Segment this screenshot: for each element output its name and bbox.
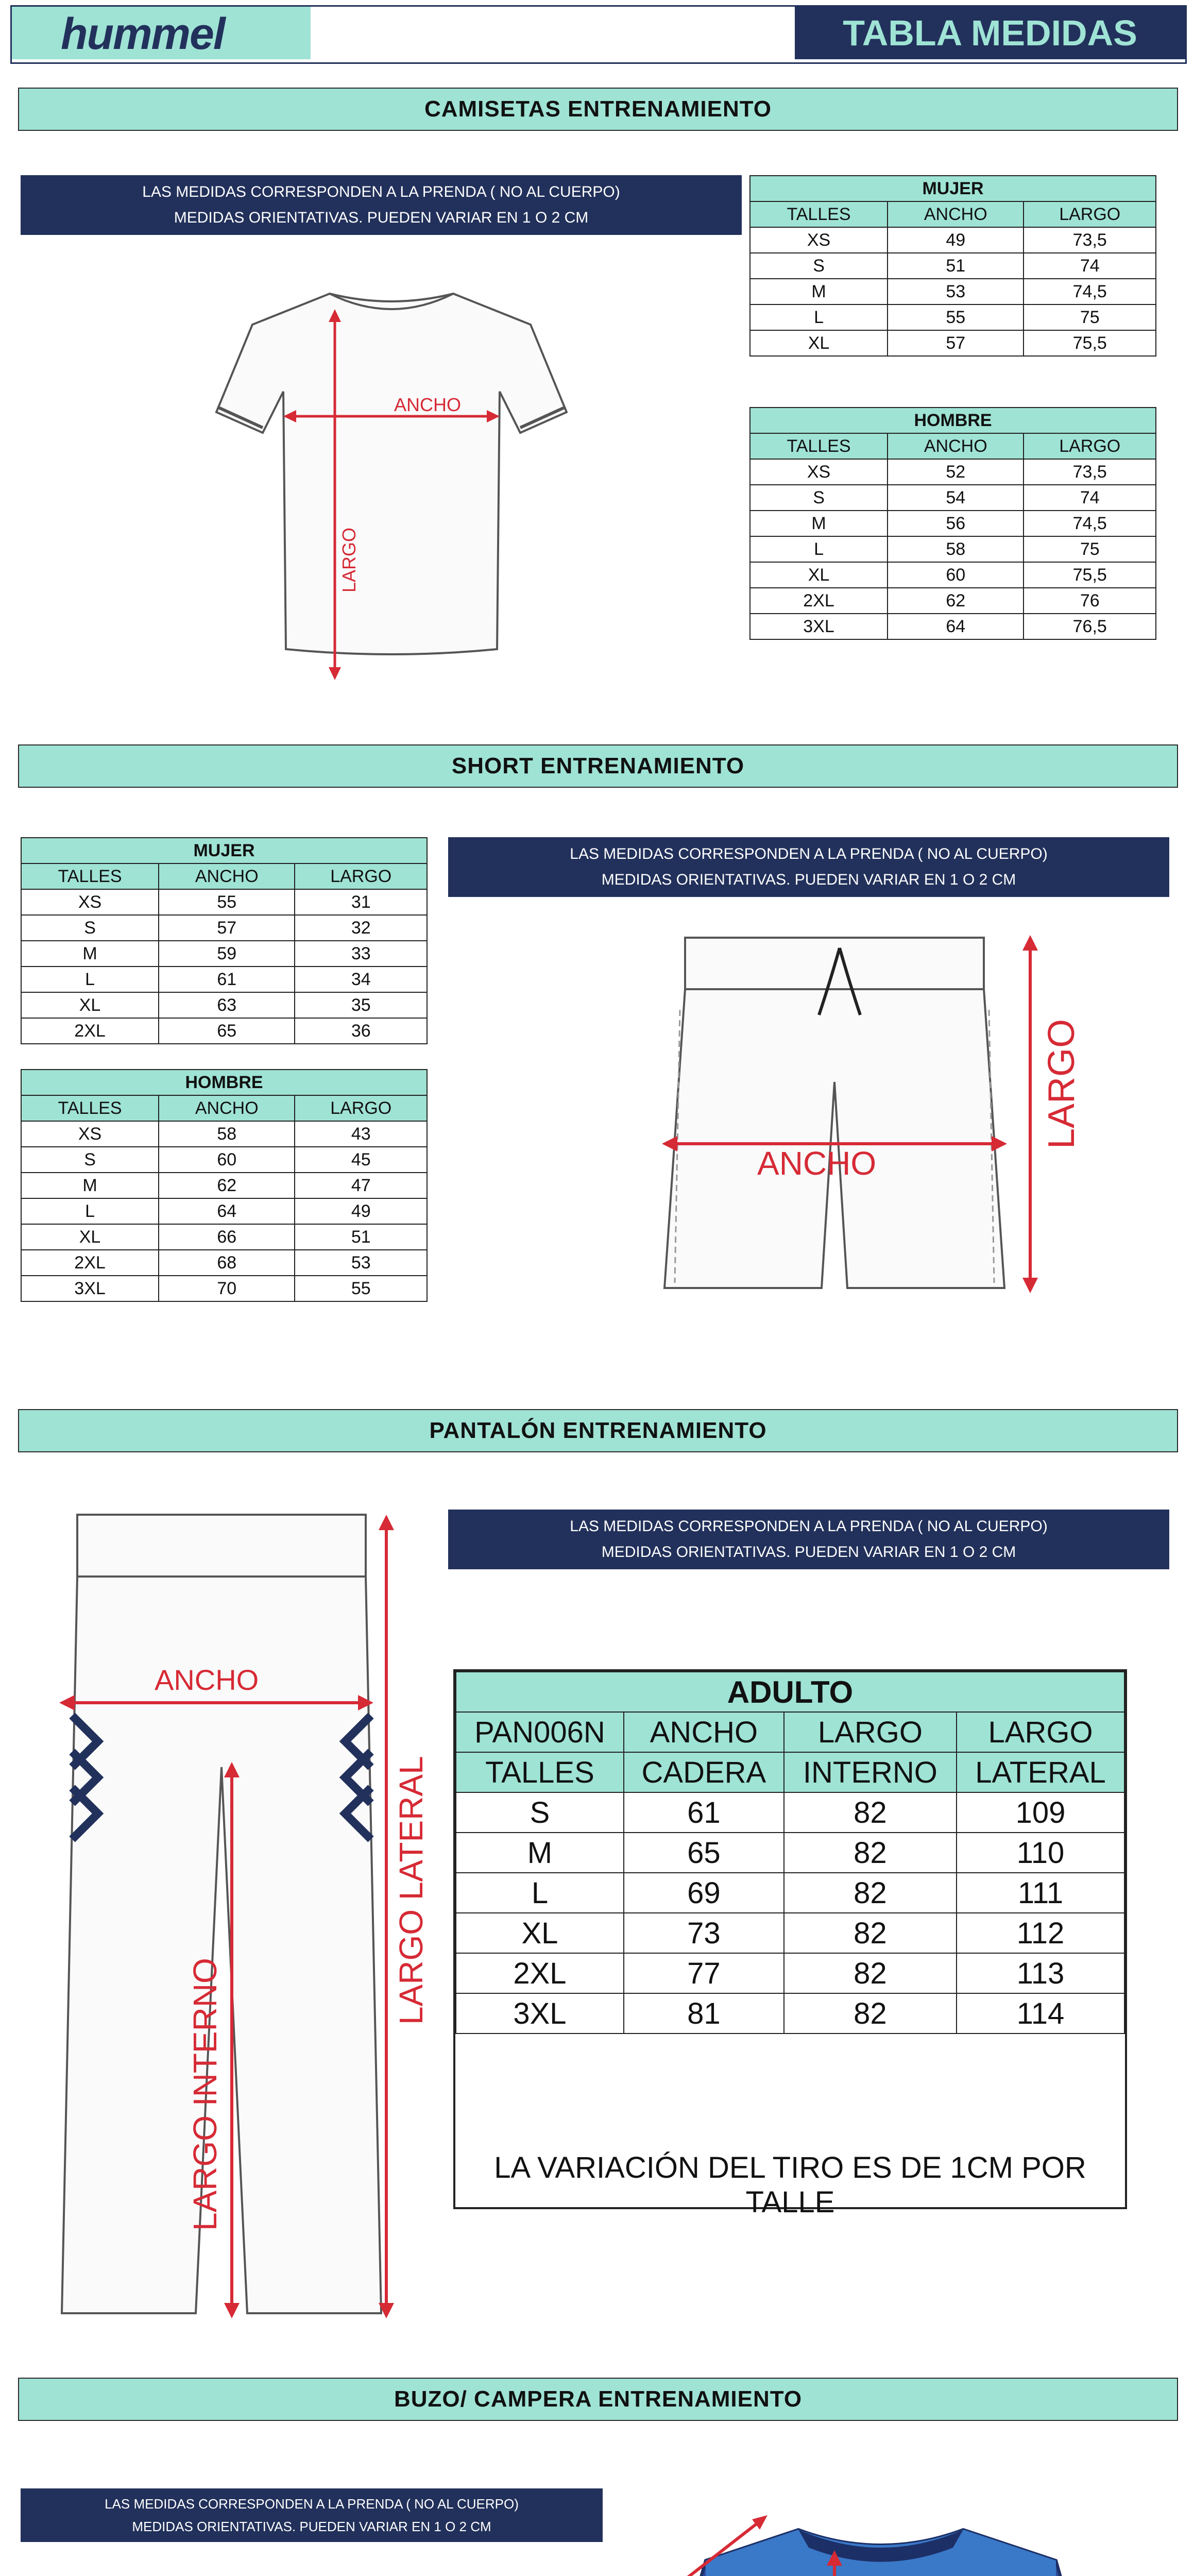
table-cell: 2XL	[21, 1018, 159, 1044]
table-cell: 69	[624, 1873, 784, 1913]
table-cell: 60	[159, 1147, 295, 1173]
table-cell: 47	[295, 1173, 427, 1198]
column-header: CADERA	[624, 1752, 784, 1792]
table-cell: 82	[784, 1833, 957, 1873]
table-cell: 43	[295, 1121, 427, 1147]
table-cell: 3XL	[21, 1276, 159, 1301]
column-header: PAN006N	[456, 1712, 624, 1752]
table-cell: 65	[159, 1018, 295, 1044]
table-cell: 81	[624, 1993, 784, 2033]
section-title-short	[18, 744, 1178, 788]
section-title-pantalon	[18, 1409, 1178, 1452]
table-cell: 51	[888, 253, 1024, 279]
table-cell: 2XL	[456, 1953, 624, 1993]
table-cell: 68	[159, 1250, 295, 1276]
table-cell: 60	[888, 562, 1024, 588]
table-cell: 34	[295, 967, 427, 992]
column-header: LARGO	[1024, 201, 1156, 227]
column-header: TALLES	[21, 863, 159, 889]
table-cell: 73	[624, 1913, 784, 1953]
table-cell: XL	[750, 562, 888, 588]
table-cell: 74,5	[1024, 279, 1156, 304]
shorts-diagram	[634, 927, 1107, 1340]
table-row	[21, 1147, 427, 1173]
table-cell: 45	[295, 1147, 427, 1173]
table-cell: 49	[295, 1198, 427, 1224]
table-cell: 57	[159, 915, 295, 941]
table-row	[21, 1121, 427, 1147]
hummel-logo: hummel	[61, 9, 225, 59]
table-cell: 111	[957, 1873, 1124, 1913]
table-cell: 2XL	[21, 1250, 159, 1276]
table-cell: 74	[1024, 485, 1156, 511]
header-title-panel	[795, 7, 1185, 59]
table-cell: 73,5	[1024, 459, 1156, 485]
table-cell: 59	[159, 941, 295, 967]
page-header	[10, 5, 1187, 64]
table-row	[750, 227, 1156, 253]
table-cell: 70	[159, 1276, 295, 1301]
table-cell: 2XL	[750, 588, 888, 614]
table-cell: S	[21, 1147, 159, 1173]
table-cell: 58	[888, 536, 1024, 562]
table-cell: 76	[1024, 588, 1156, 614]
table-cell: XS	[21, 1121, 159, 1147]
column-header: ANCHO	[888, 433, 1024, 459]
column-header: ANCHO	[888, 201, 1024, 227]
table-title: MUJER	[21, 838, 427, 863]
note-line-1: LAS MEDIDAS CORRESPONDEN A LA PRENDA ( NO AL CUERPO)	[142, 183, 620, 200]
table-cell: 77	[624, 1953, 784, 1993]
table-row	[750, 279, 1156, 304]
table-cell: XS	[750, 459, 888, 485]
section-title-camisetas	[18, 88, 1178, 131]
table-cell: 75	[1024, 304, 1156, 330]
table-row	[21, 992, 427, 1018]
note-line-1: LAS MEDIDAS CORRESPONDEN A LA PRENDA ( NO AL CUERPO)	[570, 845, 1048, 862]
table-row	[750, 536, 1156, 562]
column-header: LARGO	[295, 1095, 427, 1121]
ancho-label: ANCHO	[394, 394, 462, 415]
table-cell: 75	[1024, 536, 1156, 562]
table-title-row	[750, 176, 1156, 201]
table-cell: 82	[784, 1873, 957, 1913]
table-row	[456, 1993, 1124, 2033]
table-cell: 74	[1024, 253, 1156, 279]
table-header-row	[21, 863, 427, 889]
column-header: ANCHO	[159, 863, 295, 889]
column-header: LARGO	[784, 1712, 957, 1752]
pantalon-adulto-table	[455, 1671, 1125, 2034]
table-cell: 51	[295, 1224, 427, 1250]
column-header: TALLES	[21, 1095, 159, 1121]
camisetas-hombre-table	[749, 407, 1156, 640]
table-cell: 73,5	[1024, 227, 1156, 253]
table-row	[21, 915, 427, 941]
table-cell: L	[21, 1198, 159, 1224]
largo-label: LARGO	[1041, 1019, 1082, 1149]
table-cell: 112	[957, 1913, 1124, 1953]
table-row	[21, 1224, 427, 1250]
table-cell: XL	[21, 1224, 159, 1250]
table-cell: XL	[750, 330, 888, 356]
short-mujer-table	[21, 837, 428, 1044]
table-cell: 62	[888, 588, 1024, 614]
table-title-row	[456, 1672, 1124, 1712]
table-cell: 74,5	[1024, 511, 1156, 536]
table-cell: XL	[21, 992, 159, 1018]
measurement-note	[21, 2488, 603, 2542]
table-cell: 56	[888, 511, 1024, 536]
column-header: INTERNO	[784, 1752, 957, 1792]
largo-interno-label: LARGO INTERNO	[186, 1958, 224, 2231]
note-line-1: LAS MEDIDAS CORRESPONDEN A LA PRENDA ( NO AL CUERPO)	[105, 2496, 519, 2512]
table-cell: 110	[957, 1833, 1124, 1873]
table-cell: 53	[295, 1250, 427, 1276]
table-cell: XL	[456, 1913, 624, 1953]
table-cell: 58	[159, 1121, 295, 1147]
table-cell: M	[456, 1833, 624, 1873]
table-cell: 64	[159, 1198, 295, 1224]
table-cell: M	[21, 1173, 159, 1198]
sweatshirt-diagram	[592, 2499, 1169, 2576]
table-cell: 64	[888, 614, 1024, 639]
table-cell: 57	[888, 330, 1024, 356]
table-cell: 32	[295, 915, 427, 941]
table-cell: 3XL	[750, 614, 888, 639]
table-header-row	[750, 433, 1156, 459]
table-row	[750, 459, 1156, 485]
column-header: LATERAL	[957, 1752, 1124, 1792]
section-title-text: BUZO/ CAMPERA ENTRENAMIENTO	[394, 2386, 803, 2412]
ancho-label: ANCHO	[155, 1664, 259, 1696]
ancho-label: ANCHO	[757, 1145, 877, 1182]
table-cell: 49	[888, 227, 1024, 253]
table-cell: 55	[888, 304, 1024, 330]
table-cell: 55	[295, 1276, 427, 1301]
table-cell: 53	[888, 279, 1024, 304]
measurement-note	[448, 837, 1169, 897]
table-cell: 33	[295, 941, 427, 967]
table-cell: 52	[888, 459, 1024, 485]
table-row	[456, 1953, 1124, 1993]
pantalon-table-box	[453, 1669, 1127, 2219]
table-cell: 114	[957, 1993, 1124, 2033]
note-line-2: MEDIDAS ORIENTATIVAS. PUEDEN VARIAR EN 1 O 2 CM	[601, 1544, 1016, 1561]
table-row	[21, 1276, 427, 1301]
table-row	[456, 1913, 1124, 1953]
table-cell: 63	[159, 992, 295, 1018]
short-hombre-table	[21, 1069, 428, 1302]
pantalon-footnote: LA VARIACIÓN DEL TIRO ES DE 1CM POR TALLE	[494, 2151, 1086, 2219]
header-logo-panel	[12, 7, 311, 59]
table-row	[21, 967, 427, 992]
table-cell: 65	[624, 1833, 784, 1873]
largo-label: LARGO	[338, 527, 360, 592]
table-row	[750, 588, 1156, 614]
largo-lateral-label: LARGO LATERAL	[393, 1756, 430, 2025]
table-cell: 113	[957, 1953, 1124, 1993]
table-row	[21, 1018, 427, 1044]
table-cell: 109	[957, 1792, 1124, 1833]
table-row	[21, 1250, 427, 1276]
table-cell: 76,5	[1024, 614, 1156, 639]
page-title: TABLA MEDIDAS	[843, 13, 1137, 53]
table-cell: XS	[21, 889, 159, 915]
table-cell: L	[21, 967, 159, 992]
table-row	[750, 614, 1156, 639]
camisetas-mujer-table	[749, 175, 1156, 357]
table-cell: 82	[784, 1993, 957, 2033]
section-title-text: CAMISETAS ENTRENAMIENTO	[424, 96, 772, 122]
table-header-row	[456, 1712, 1124, 1752]
note-line-2: MEDIDAS ORIENTATIVAS. PUEDEN VARIAR EN 1 O 2 CM	[601, 871, 1016, 888]
measurement-note	[21, 175, 742, 235]
table-row	[456, 1833, 1124, 1873]
table-cell: M	[750, 511, 888, 536]
table-cell: 61	[159, 967, 295, 992]
column-header: TALLES	[456, 1752, 624, 1792]
table-title: ADULTO	[456, 1672, 1124, 1712]
table-row	[750, 253, 1156, 279]
table-cell: L	[456, 1873, 624, 1913]
table-cell: M	[750, 279, 888, 304]
note-line-2: MEDIDAS ORIENTATIVAS. PUEDEN VARIAR EN 1 O 2 CM	[174, 209, 589, 226]
table-cell: 82	[784, 1792, 957, 1833]
table-row	[21, 889, 427, 915]
table-cell: 61	[624, 1792, 784, 1833]
table-row	[750, 330, 1156, 356]
pants-diagram	[31, 1510, 453, 2334]
table-title-row	[750, 408, 1156, 433]
column-header: LARGO	[1024, 433, 1156, 459]
table-cell: L	[750, 304, 888, 330]
table-header-row	[21, 1095, 427, 1121]
table-cell: 36	[295, 1018, 427, 1044]
note-line-2: MEDIDAS ORIENTATIVAS. PUEDEN VARIAR EN 1 O 2 CM	[132, 2519, 491, 2534]
table-cell: 54	[888, 485, 1024, 511]
table-row	[21, 941, 427, 967]
tshirt-diagram	[211, 278, 572, 690]
table-row	[750, 562, 1156, 588]
note-line-1: LAS MEDIDAS CORRESPONDEN A LA PRENDA ( NO AL CUERPO)	[570, 1518, 1048, 1535]
table-cell: 75,5	[1024, 330, 1156, 356]
table-header-row	[456, 1752, 1124, 1792]
table-cell: L	[750, 536, 888, 562]
column-header: ANCHO	[624, 1712, 784, 1752]
table-cell: 35	[295, 992, 427, 1018]
column-header: TALLES	[750, 433, 888, 459]
column-header: LARGO	[295, 863, 427, 889]
table-cell: 55	[159, 889, 295, 915]
table-cell: 3XL	[456, 1993, 624, 2033]
table-header-row	[750, 201, 1156, 227]
table-row	[21, 1198, 427, 1224]
section-title-text: SHORT ENTRENAMIENTO	[451, 753, 745, 778]
table-cell: 31	[295, 889, 427, 915]
table-row	[750, 485, 1156, 511]
table-cell: S	[750, 485, 888, 511]
column-header: ANCHO	[159, 1095, 295, 1121]
table-row	[750, 304, 1156, 330]
table-cell: S	[456, 1792, 624, 1833]
table-row	[21, 1173, 427, 1198]
table-row	[750, 511, 1156, 536]
column-header: LARGO	[957, 1712, 1124, 1752]
table-title-row	[21, 838, 427, 863]
section-title-buzo	[18, 2378, 1178, 2421]
table-cell: XS	[750, 227, 888, 253]
table-cell: S	[750, 253, 888, 279]
table-cell: M	[21, 941, 159, 967]
table-title-row	[21, 1070, 427, 1095]
table-cell: 66	[159, 1224, 295, 1250]
table-title: HOMBRE	[750, 408, 1156, 433]
table-row	[456, 1873, 1124, 1913]
table-row	[456, 1792, 1124, 1833]
table-cell: 62	[159, 1173, 295, 1198]
table-title: MUJER	[750, 176, 1156, 201]
measurement-note	[448, 1510, 1169, 1569]
table-cell: 75,5	[1024, 562, 1156, 588]
table-title: HOMBRE	[21, 1070, 427, 1095]
table-cell: 82	[784, 1913, 957, 1953]
column-header: TALLES	[750, 201, 888, 227]
table-cell: S	[21, 915, 159, 941]
table-cell: 82	[784, 1953, 957, 1993]
section-title-text: PANTALÓN ENTRENAMIENTO	[429, 1418, 767, 1443]
